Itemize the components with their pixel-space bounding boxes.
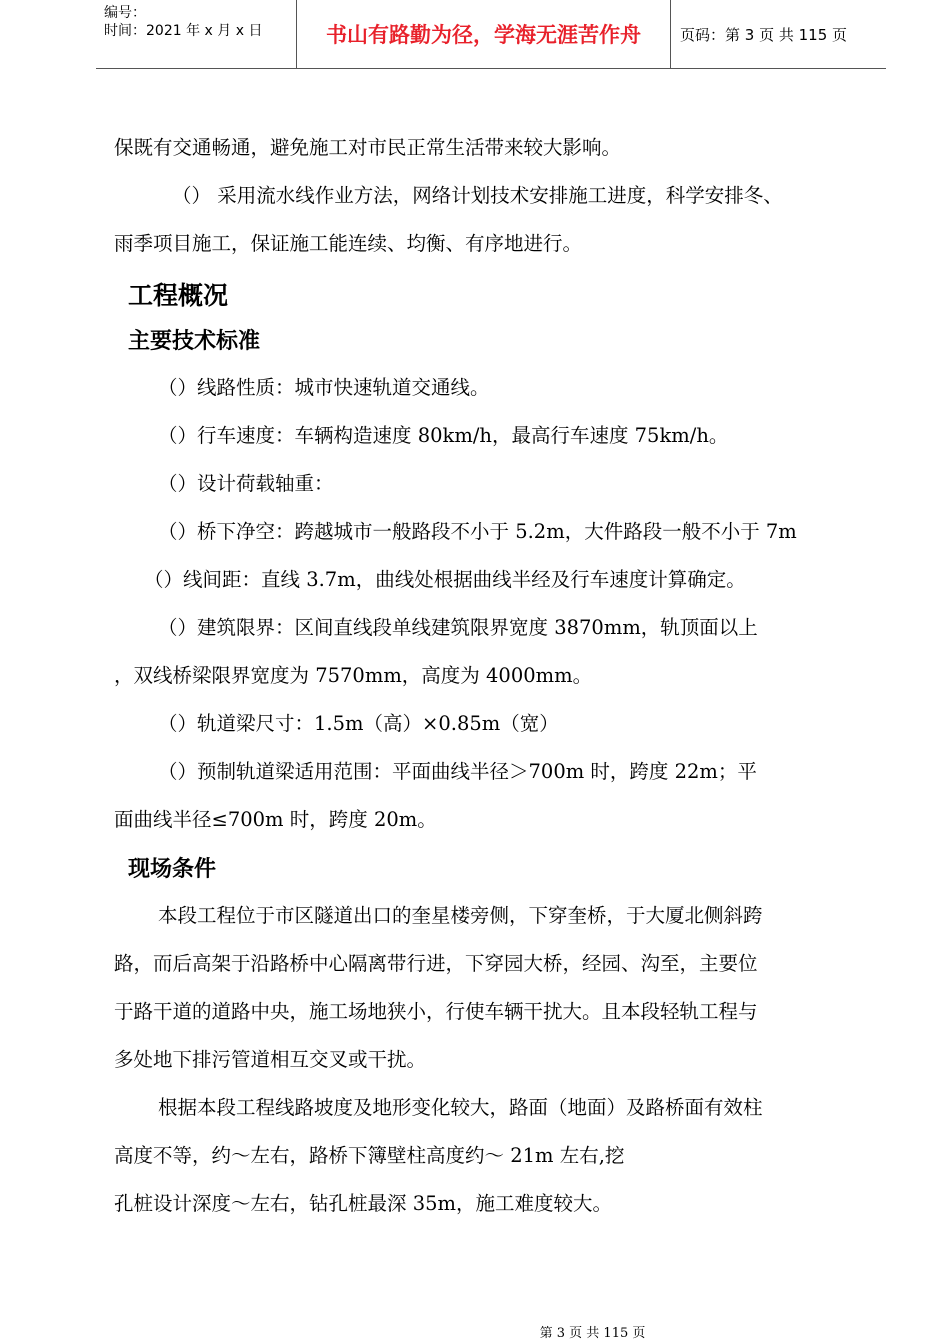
standard-item: 面曲线半径≤700m 时，跨度 20m。 [114,808,437,831]
paragraph-line: 根据本段工程线路坡度及地形变化较大，路面（地面）及路桥面有效柱 [158,1096,763,1119]
document-date: 时间：2021 年 x 月 x 日 [104,23,263,39]
standard-item: ，双线桥梁限界宽度为 7570mm，高度为 4000mm。 [114,664,593,687]
header-divider [670,0,671,68]
standard-item: （）线路性质：城市快速轨道交通线。 [158,376,490,399]
standard-item: （）线间距：直线 3.7m，曲线处根据曲线半经及行车速度计算确定。 [144,568,746,591]
section-heading-standards: 主要技术标准 [128,329,261,354]
footer-page-number: 第 3 页 共 115 页 [539,1326,646,1341]
standard-item: （）建筑限界：区间直线段单线建筑限界宽度 3870mm，轨顶面以上 [158,616,758,639]
paragraph-line: （） 采用流水线作业方法，网络计划技术安排施工进度，科学安排冬、 [172,184,783,207]
paragraph-line: 路，而后高架于沿路桥中心隔离带行进，下穿园大桥，经园、沟至，主要位 [114,952,758,975]
page-header [96,0,886,69]
standard-item: （）轨道梁尺寸：1.5m（高）×0.85m（宽） [158,712,559,735]
paragraph-line: 多处地下排污管道相互交叉或干扰。 [114,1048,427,1071]
paragraph-line: 高度不等，约～左右，路桥下簿壁柱高度约～ 21m 左右,挖 [114,1144,625,1167]
header-page-info: 页码：第 3 页 共 115 页 [680,25,848,44]
standard-item: （）预制轨道梁适用范围：平面曲线半径＞700m 时，跨度 22m；平 [158,760,757,783]
standard-item: （）设计荷载轴重： [158,472,334,495]
page-footer [0,1322,950,1341]
standard-item: （）桥下净空：跨越城市一般路段不小于 5.2m，大件路段一般不小于 7m [158,520,797,543]
section-heading-overview: 工程概况 [128,281,229,310]
document-number-label: 编号： [104,5,146,21]
paragraph-line: 本段工程位于市区隧道出口的奎星楼旁侧，下穿奎桥，于大厦北侧斜跨 [158,904,763,927]
paragraph-line: 孔桩设计深度～左右，钻孔桩最深 35m，施工难度较大。 [114,1192,613,1215]
paragraph-line: 雨季项目施工，保证施工能连续、均衡、有序地进行。 [114,232,583,255]
header-motto: 书山有路勤为径，学海无涯苦作舟 [326,23,641,47]
paragraph-line: 保既有交通畅通，避免施工对市民正常生活带来较大影响。 [114,136,622,159]
paragraph-line: 于路干道的道路中央，施工场地狭小，行使车辆干扰大。且本段轻轨工程与 [114,1000,758,1023]
standard-item: （）行车速度：车辆构造速度 80km/h，最高行车速度 75km/h。 [158,424,729,447]
header-meta [104,4,294,40]
section-heading-site: 现场条件 [128,857,217,882]
